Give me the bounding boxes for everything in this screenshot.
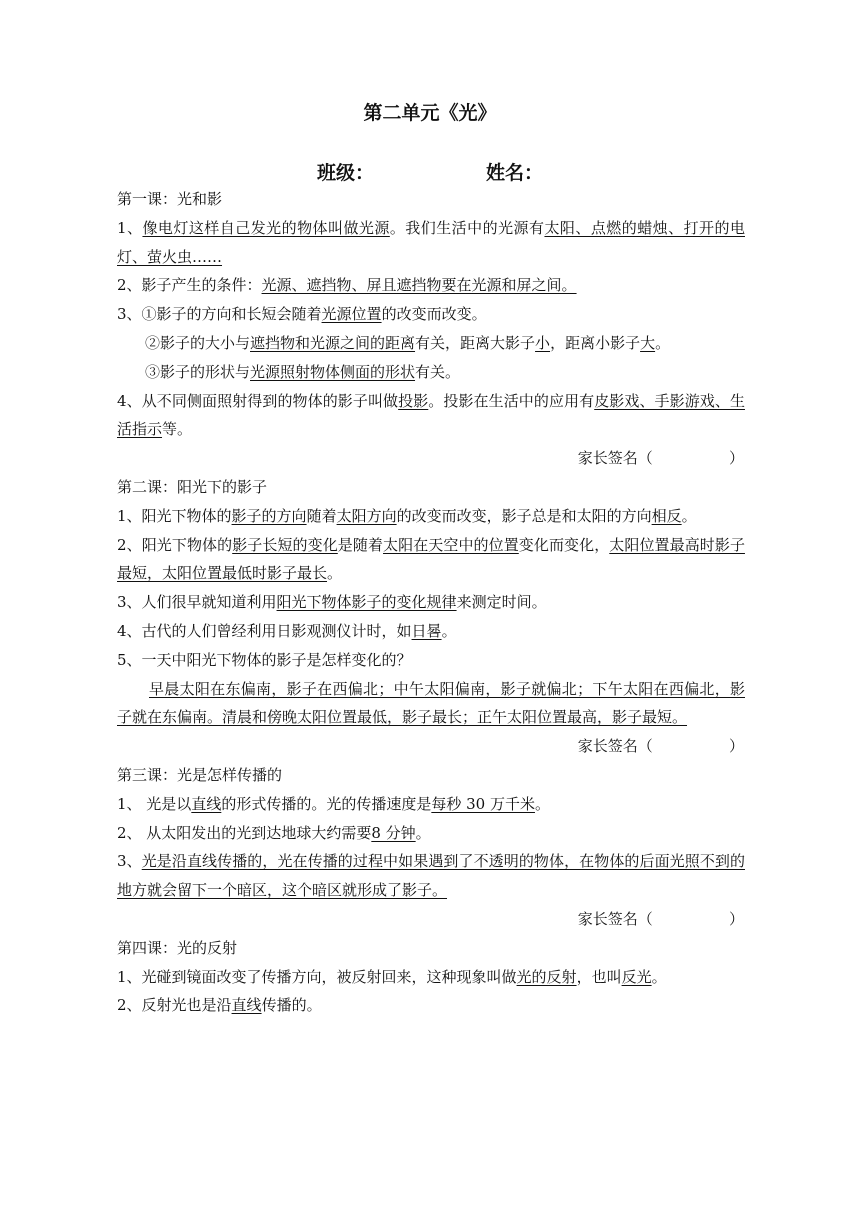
parent-signature-1: 家长签名（ ） <box>577 449 744 468</box>
lesson-1-item-3a: 3、①影子的方向和长短会随着光源位置的改变而改变。 <box>117 305 487 324</box>
lesson-2-title: 第二课：阳光下的影子 <box>117 477 268 496</box>
lesson-1-item-3c: ③影子的形状与光源照射物体侧面的形状有关。 <box>145 362 461 381</box>
parent-signature-3: 家长签名（ ） <box>577 909 744 928</box>
lesson-3-title: 第三课：光是怎样传播的 <box>117 765 283 784</box>
lesson-3-item-2: 2、 从太阳发出的光到达地球大约需要8 分钟。 <box>117 823 431 842</box>
student-info-line <box>0 158 860 185</box>
parent-signature-2: 家长签名（ ） <box>577 737 744 756</box>
document-body <box>117 185 745 1020</box>
name-label: 姓名： <box>486 162 544 184</box>
lesson-1-item-2: 2、影子产生的条件：光源、遮挡物、屏且遮挡物要在光源和屏之间。 <box>117 276 577 295</box>
class-label: 班级： <box>316 162 374 184</box>
lesson-1-title: 第一课：光和影 <box>117 190 223 208</box>
lesson-4-title: 第四课：光的反射 <box>117 938 238 957</box>
lesson-1-item-1: 1、像电灯这样自己发光的物体叫做光源。我们生活中的光源有太阳、点燃的蜡烛、打开的电灯、萤火虫…… <box>117 218 745 266</box>
lesson-1-item-4: 4、从不同侧面照射得到的物体的影子叫做投影。投影在生活中的应用有皮影戏、手影游戏、生活指示等。 <box>117 391 745 439</box>
lesson-2-item-2: 2、阳光下物体的影子长短的变化是随着太阳在天空中的位置变化而变化，太阳位置最高时影子最短，太阳位置最低时影子最长。 <box>117 535 745 583</box>
lesson-2-item-5: 5、一天中阳光下物体的影子是怎样变化的？ <box>117 650 412 669</box>
lesson-2-item-1: 1、阳光下物体的影子的方向随着太阳方向的改变而改变，影子总是和太阳的方向相反。 <box>117 506 697 525</box>
lesson-2-item-4: 4、古代的人们曾经利用日影观测仪计时，如日晷。 <box>117 621 457 640</box>
lesson-2-item-3: 3、人们很早就知道利用阳光下物体影子的变化规律来测定时间。 <box>117 593 547 612</box>
lesson-4-item-1: 1、光碰到镜面改变了传播方向，被反射回来，这种现象叫做光的反射，也叫反光。 <box>117 967 667 986</box>
lesson-3-item-1: 1、 光是以直线的形式传播的。光的传播速度是每秒 30 万千米。 <box>117 794 550 813</box>
lesson-3-item-3: 3、光是沿直线传播的，光在传播的过程中如果遇到了不透明的物体，在物体的后面光照不到的地方就会留下一个暗区，这个暗区就形成了影子。 <box>117 852 745 900</box>
document-title: 第二单元《光》 <box>363 102 497 124</box>
lesson-2-item-5-answer: 早晨太阳在东偏南，影子在西偏北；中午太阳偏南，影子就偏北；下午太阳在西偏北，影子就在东偏南。清晨和傍晚太阳位置最低，影子最长；正午太阳位置最高，影子最短。 <box>117 679 745 727</box>
lesson-4-item-2: 2、反射光也是沿直线传播的。 <box>117 996 322 1015</box>
lesson-1-item-3b: ②影子的大小与遮挡物和光源之间的距离有关，距离大影子小，距离小影子大。 <box>145 333 671 352</box>
